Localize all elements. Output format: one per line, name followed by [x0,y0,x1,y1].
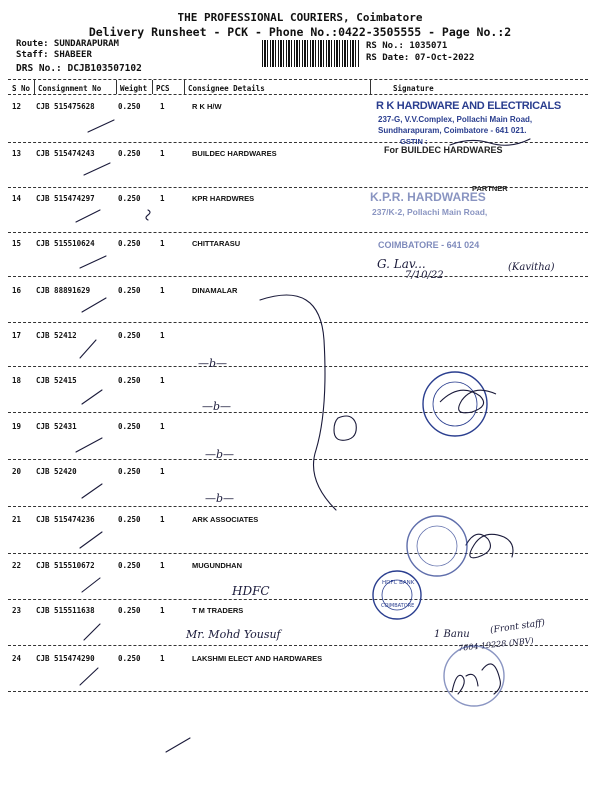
row-weight: 0.250 [118,654,141,663]
row-sno: 16 [12,286,22,295]
row-consignment: CJB 515511638 [36,606,95,615]
row-consignment: CJB 515475628 [36,102,95,111]
row-weight: 0.250 [118,376,141,385]
row-sno: 20 [12,467,22,476]
rk-stamp-name: R K HARDWARE AND ELECTRICALS [376,100,561,112]
tick-mark [88,120,114,132]
row-weight: 0.250 [118,286,141,295]
tick-mark [82,484,102,498]
kpr-stamp-city: COIMBATORE - 641 024 [378,240,480,250]
chittarasu-date: 7/10/22 [405,270,444,281]
row-consignment: CJB 52431 [36,422,77,431]
row-consignee: CHITTARASU [192,239,241,248]
row-sno: 18 [12,376,22,385]
chittarasu-note: (Kavitha) [508,262,555,273]
drs-number: DRS No.: DCJB103507102 [16,63,142,74]
round-stamp [433,382,477,426]
rs-date: RS Date: 07-Oct-2022 [366,53,475,63]
row-sno: 22 [12,561,22,570]
row-pcs: 1 [160,102,165,111]
row-pcs: 1 [160,467,165,476]
row-sno: 13 [12,149,22,158]
hdfc-stamp-lettering: HDFC BANK [382,580,415,586]
buildec-stamp: For BUILDEC HARDWARES [384,145,503,155]
row-weight: 0.250 [118,515,141,524]
row-weight: 0.250 [118,467,141,476]
runsheet-title: Delivery Runsheet - PCK - Phone No.:0422-3505555 - Page No.:2 [88,25,512,39]
row22-note: HDFC [232,584,270,598]
brace [260,295,336,510]
kpr-stamp-name: K.P.R. HARDWARES [370,190,486,204]
row-pcs: 1 [160,239,165,248]
row-sno: 24 [12,654,22,663]
row-pcs: 1 [160,606,165,615]
row-sno: 14 [12,194,22,203]
row-weight: 0.250 [118,422,141,431]
col-consignee: Consignee Details [188,84,265,93]
kpr-stamp-addr: 237/K-2, Pollachi Main Road, [372,207,488,217]
row-consignment: CJB 515474290 [36,654,95,663]
row-consignment: CJB 515474243 [36,149,95,158]
tick-mark [80,532,102,548]
row24-signature [452,664,500,694]
row-weight: 0.250 [118,561,141,570]
col-weight: Weight [120,84,148,93]
row23-front: (Front staff) [489,618,546,636]
row-weight: 0.250 [118,194,141,203]
partner-label: PARTNER [472,184,508,193]
row-consignment: CJB 52415 [36,376,77,385]
route-label: Route: SUNDARAPURAM [16,39,119,49]
col-consignment: Consignment No [38,84,102,93]
dash-mark: —b— [198,357,228,370]
tick-mark [166,738,190,752]
row-weight: 0.250 [118,606,141,615]
row-consignee: T M TRADERS [192,606,244,615]
tick-mark [82,390,102,404]
row-pcs: 1 [160,194,165,203]
row-consignment: CJB 52420 [36,467,77,476]
tick-mark [82,578,100,592]
company-title: THE PROFESSIONAL COURIERS, Coimbatore [177,11,423,24]
row-pcs: 1 [160,654,165,663]
row-consignee: LAKSHMI ELECT AND HARDWARES [192,654,323,663]
dash-mark: —b— [205,492,235,505]
rk-stamp-addr2: Sundharapuram, Coimbatore - 641 021. [378,126,527,135]
hdfc-stamp [373,571,421,619]
tick-mark [82,298,106,312]
row-sno: 12 [12,102,22,111]
row-weight: 0.250 [118,149,141,158]
tick-mark [84,624,100,640]
row-consignee: KPR HARDWRES [192,194,255,203]
row-sno: 21 [12,515,22,524]
col-sno: S No [12,84,31,93]
dash-mark: —b— [205,448,235,461]
brace-oval [334,416,356,440]
row-consignment: CJB 515510672 [36,561,95,570]
rk-stamp-gstin: GSTIN : [400,137,428,146]
round-stamp [417,526,457,566]
row-consignment: CJB 52412 [36,331,77,340]
row-pcs: 1 [160,149,165,158]
row-consignment: CJB 515474297 [36,194,95,203]
row-pcs: 1 [160,515,165,524]
row-consignee: DINAMALAR [192,286,238,295]
ark-signature [466,534,513,558]
round-stamp [407,516,467,576]
col-signature: Signature [393,84,434,93]
tick-mark [80,340,96,358]
hdfc-stamp-lettering: COIMBATORE [381,603,415,609]
row23-right: 1 Banu [434,629,470,640]
col-pcs: PCS [156,84,170,93]
row-consignee: ARK ASSOCIATES [192,515,259,524]
rs-number: RS No.: 1035071 [366,41,448,51]
row-pcs: 1 [160,331,165,340]
row23-note: Mr. Mohd Yousuf [186,628,281,641]
chittarasu-signature: G. Lav... [377,257,426,271]
tick-mark [80,668,98,685]
small-mark [146,210,150,220]
row-sno: 19 [12,422,22,431]
row-sno: 15 [12,239,22,248]
row-weight: 0.250 [118,239,141,248]
row-consignee: MUGUNDHAN [192,561,242,570]
rk-stamp-addr1: 237-G, V.V.Complex, Pollachi Main Road, [378,115,533,124]
row-consignee: R K H/W [192,102,222,111]
row-consignee: BUILDEC HARDWARES [192,149,277,158]
row-pcs: 1 [160,422,165,431]
row-sno: 17 [12,331,22,340]
tick-mark [76,438,102,452]
buildec-signature [450,139,530,145]
row-weight: 0.250 [118,331,141,340]
row-consignment: CJB 88891629 [36,286,91,295]
tick-mark [80,256,106,268]
tick-mark [84,163,110,175]
row23-phone: 7604 19228 (NBV) [457,636,535,653]
row-pcs: 1 [160,376,165,385]
row-pcs: 1 [160,561,165,570]
staff-label: Staff: SHABEER [16,50,92,60]
row-sno: 23 [12,606,22,615]
row-consignment: CJB 515510624 [36,239,95,248]
row-weight: 0.250 [118,102,141,111]
tick-mark [76,210,100,222]
row-consignment: CJB 515474236 [36,515,95,524]
dash-mark: —b— [202,400,232,413]
row-pcs: 1 [160,286,165,295]
